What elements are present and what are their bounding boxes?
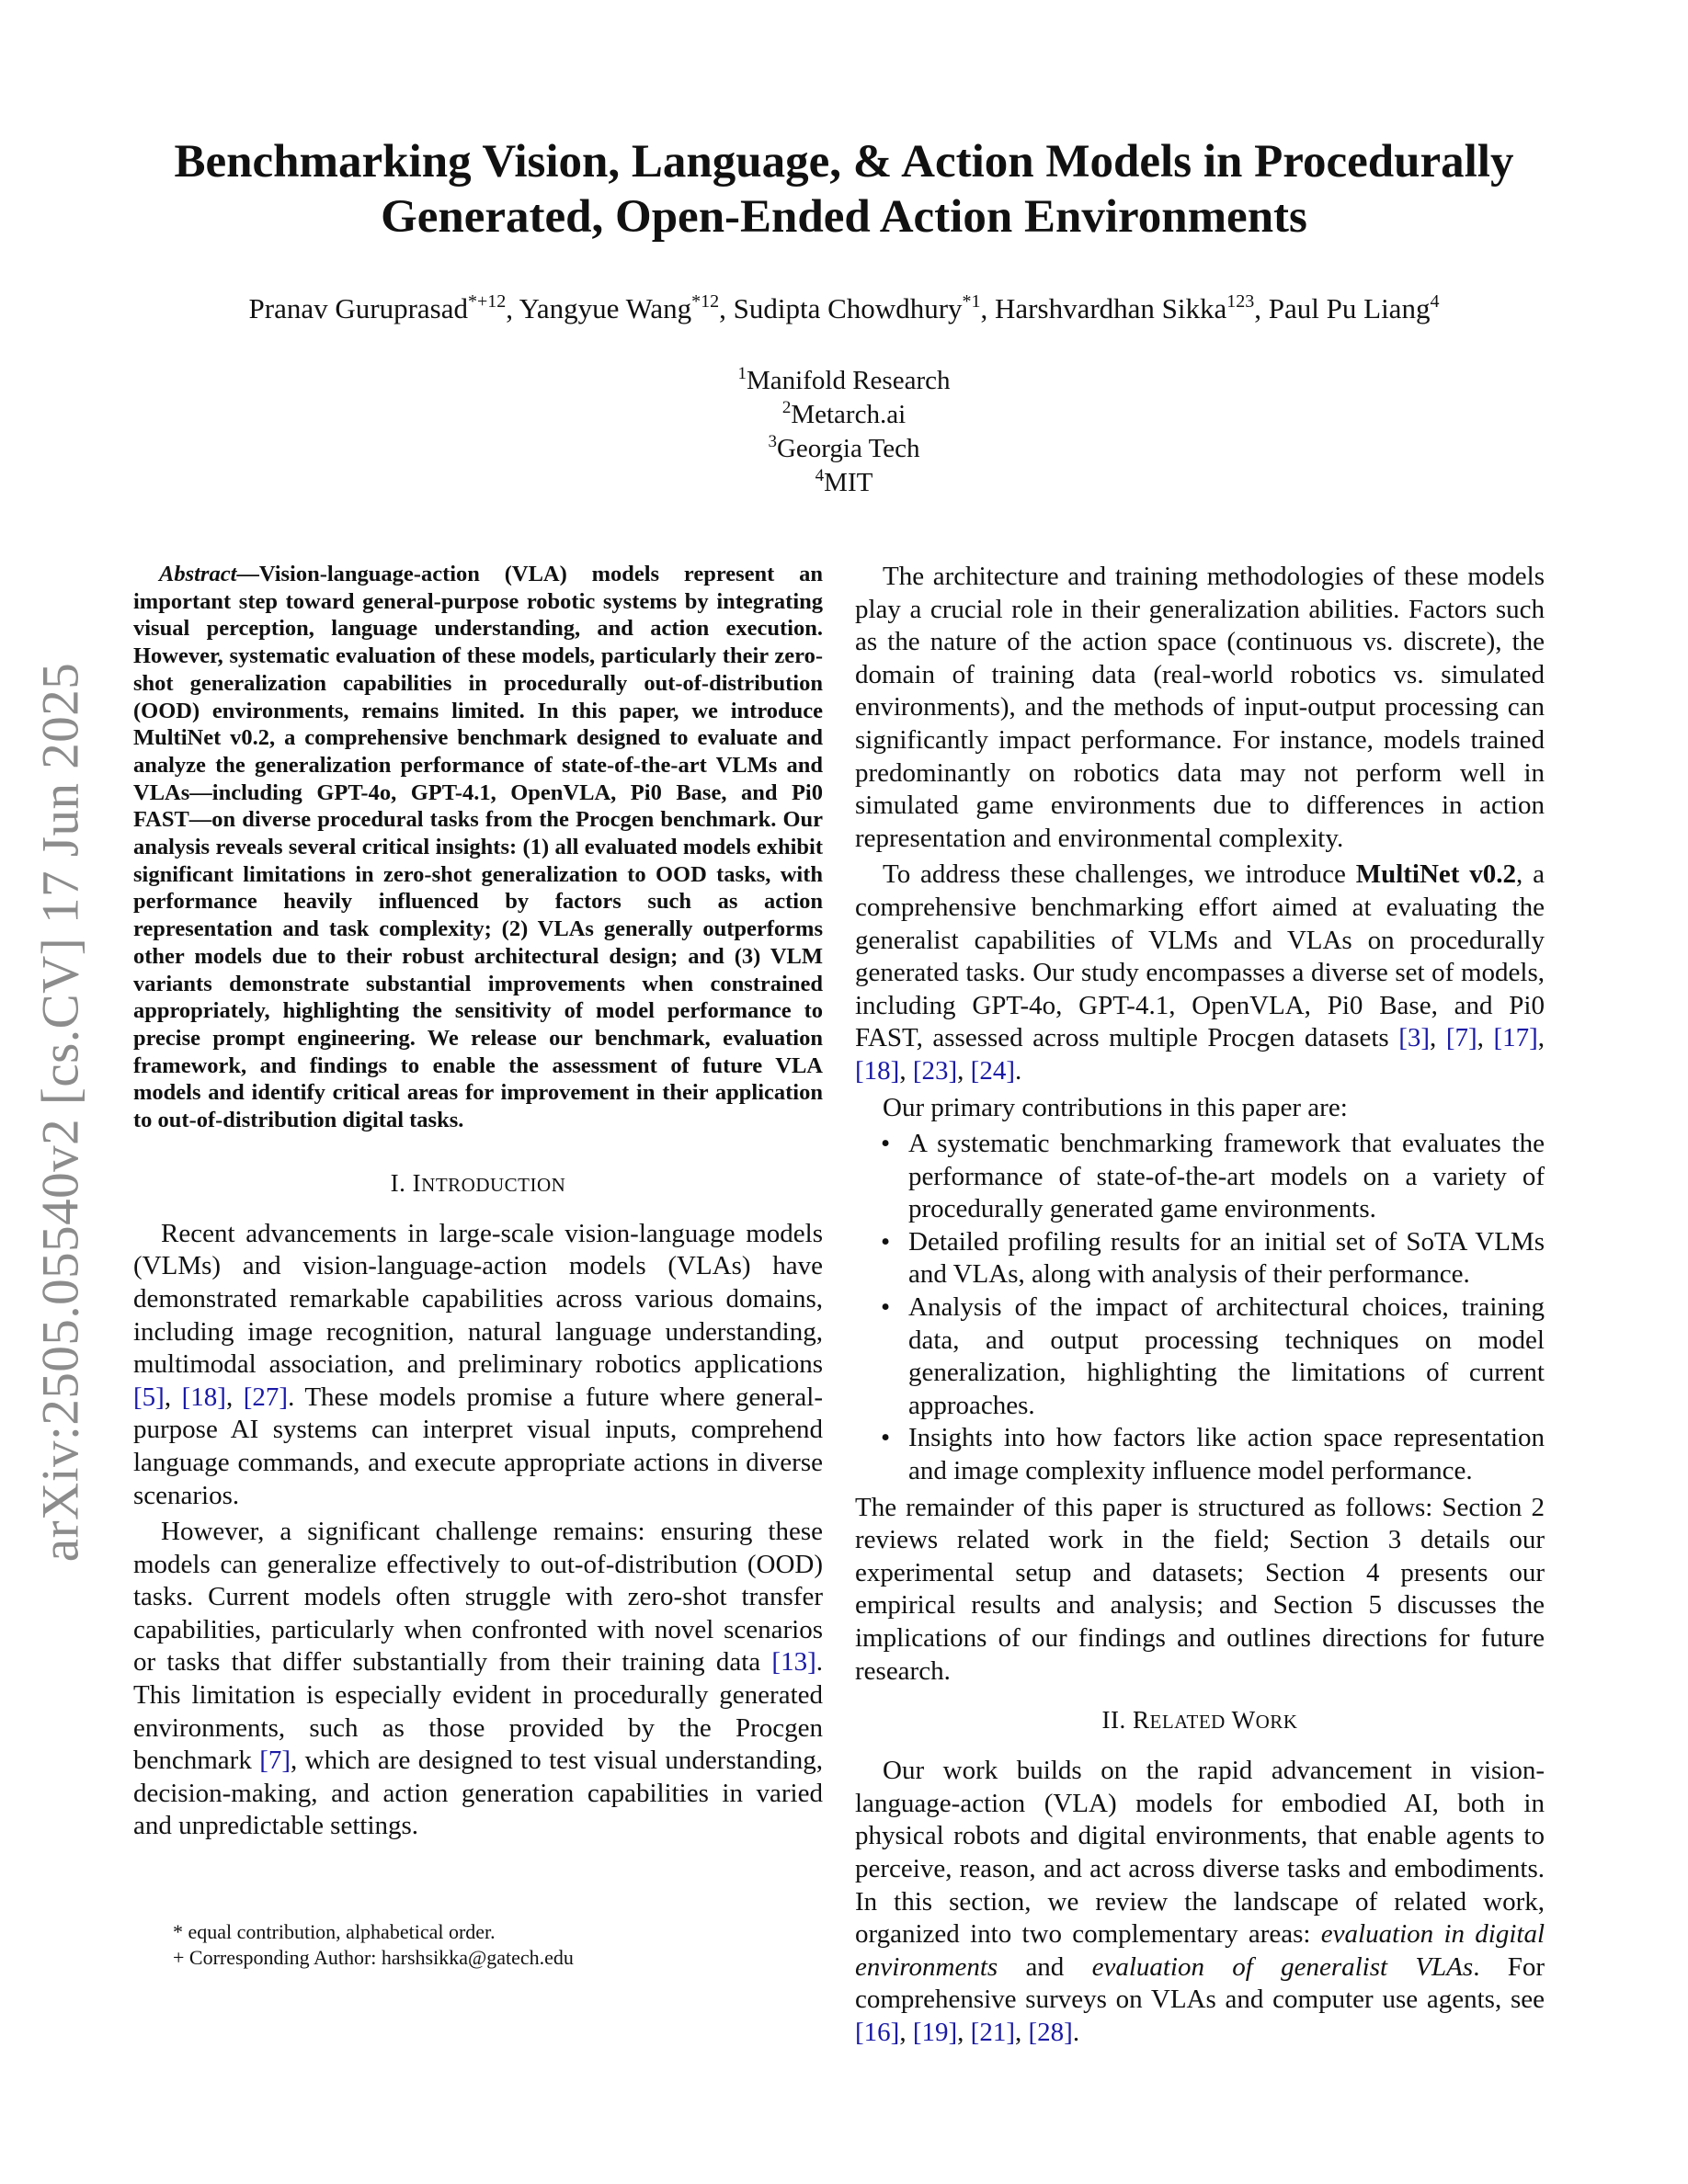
section-heading-related-work: II. RELATED WORK — [1101, 1706, 1298, 1735]
footnote: + Corresponding Author: harshsikka@gatech.edu — [173, 1946, 574, 1969]
citation-link[interactable]: [13] — [771, 1647, 816, 1678]
related-work-paragraph: Our work builds on the rapid advancement in vision-language-action (VLA) models for embodied AI, both in physical robots and digital environments, that enable agents to perceive, reason, and act across diverse tasks and embodiments. In this section, we review the landscape of related work, organized into two complementary areas: evaluation in digital environments and evaluation of generalist VLAs. For comprehensive surveys on VLAs and computer use agents, see [16], [19], [21], [28]. — [855, 1756, 1545, 2047]
author-list: Pranav Guruprasad$^{*+12}$, Yangyue Wang$^{*12}$, Sudipta Chowdhury$^{*1}$, Harshvardhan Sikka$^{123}$, Paul Pu Liang$^4$ — [248, 291, 1440, 324]
citation-link[interactable]: [27] — [243, 1382, 289, 1412]
paper-title: Benchmarking Vision, Language, & Action Models in Procedurally Generated, Open-Ended Action Environments — [174, 136, 1514, 243]
citation-link[interactable]: [28] — [1028, 2017, 1073, 2047]
left-column — [133, 561, 823, 1847]
author-name: Paul Pu Liang — [1268, 292, 1431, 324]
contributions-intro: Our primary contributions in this paper are: — [883, 1092, 1348, 1122]
citation-link[interactable]: [3] — [1398, 1023, 1431, 1053]
affiliation: $^3$Georgia Tech — [768, 432, 920, 463]
citation-link[interactable]: [18] — [181, 1382, 226, 1412]
intro-paragraph-3: The architecture and training methodologies of these models play a crucial role in their generalization abilities. Factors such as the nature of the action space (continuous vs. discrete), the domain of training data (real-world robotics vs. simulated environments), and the methods of input-output processing can significantly impact performance. For instance, models trained predominantly on robotics data may not perform well in simulated game environments due to differences in action representation and environmental complexity. — [855, 562, 1545, 853]
citation-link[interactable]: [23] — [912, 1055, 958, 1086]
citation-link[interactable]: [16] — [855, 2017, 900, 2047]
section-heading-introduction: I. INTRODUCTION — [390, 1168, 566, 1197]
list-item: • Detailed profiling results for an initial set of SoTA VLMs and VLAs, along with analysis of their performance. — [881, 1226, 1545, 1291]
list-item: • Analysis of the impact of architectural choices, training data, and output processing techniques on model generalization, highlighting the limitations of current approaches. — [881, 1291, 1545, 1422]
citation-link[interactable]: [5] — [133, 1382, 165, 1412]
author-name: Harshvardhan Sikka — [995, 292, 1227, 324]
affiliation-list — [0, 364, 1688, 500]
author-mark: 4 — [1430, 291, 1440, 312]
citation-link[interactable]: [24] — [970, 1055, 1015, 1086]
abstract — [133, 561, 823, 1134]
citation-link[interactable]: [7] — [259, 1746, 291, 1776]
abstract-text: —Vision-language-action (VLA) models represent an important step toward general-purpose robotic systems by integrating visual perception, language understanding, and action execution. However, systematic evaluation of these models, particularly their zero-shot generalization capabilities in procedurally out-of-distribution (OOD) environments, remains limited. In this paper, we introduce MultiNet v0.2, a comprehensive benchmark designed to evaluate and analyze the generalization performance of state-of-the-art VLMs and VLAs—including GPT-4o, GPT-4.1, OpenVLA, Pi0 Base, and Pi0 FAST—on diverse procedural tasks from the Procgen benchmark. Our analysis reveals several critical insights: (1) all evaluated models exhibit significant limitations in zero-shot generalization to OOD tasks, with performance heavily influenced by factors such as action representation and task complexity; (2) VLAs generally outperforms other models due to their robust architectural design; and (3) VLM variants demonstrate substantial improvements when constrained appropriately, highlighting the sensitivity of model performance to precise prompt engineering. We release our benchmark, evaluation framework, and findings to enable the assessment of future VLA models and identify critical areas for improvement in their application to out-of-distribution digital tasks. — [133, 562, 823, 1133]
affiliation: $^4$MIT — [815, 466, 873, 497]
intro-paragraph-1: Recent advancements in large-scale vision-language models (VLMs) and vision-language-action models (VLAs) have demonstrated remarkable capabilities across various domains, including image recognition, natural language understanding, multimodal association, and preliminary robotics applications [5], [18], [27]. These models promise a future where general-purpose AI systems can interpret visual inputs, comprehend language commands, and execute appropriate actions in diverse scenarios. — [133, 1218, 823, 1510]
citation-link[interactable]: [7] — [1445, 1023, 1477, 1053]
author-mark: 123 — [1226, 291, 1255, 312]
footnotes — [173, 1919, 574, 1971]
author-name: Sudipta Chowdhury — [733, 292, 963, 324]
citation-link[interactable]: [21] — [970, 2017, 1015, 2047]
affiliation: $^1$Manifold Research — [737, 364, 951, 395]
list-item: • A systematic benchmarking framework that evaluates the performance of state-of-the-art models on a variety of procedurally generated game environments. — [881, 1128, 1545, 1226]
author-name: Yangyue Wang — [519, 292, 692, 324]
author-mark: *+12 — [467, 291, 507, 312]
list-item: • Insights into how factors like action space representation and image complexity influence model performance. — [881, 1422, 1545, 1487]
contributions-list — [855, 1128, 1545, 1488]
citation-link[interactable]: [17] — [1493, 1023, 1538, 1053]
benchmark-name: MultiNet v0.2 — [1355, 859, 1517, 890]
paper-structure-paragraph: The remainder of this paper is structured as follows: Section 2 reviews related work in the field; Section 3 details our experimental setup and datasets; Section 4 presents our empirical results and analysis; and Section 5 discusses the implications of our findings and outlines directions for future research. — [855, 1492, 1545, 1686]
author-name: Pranav Guruprasad — [248, 292, 468, 324]
intro-paragraph-2: However, a significant challenge remains: ensuring these models can generalize effectively to out-of-distribution (OOD) tasks. Current models often struggle with zero-shot transfer capabilities, particularly when confronted with novel scenarios or tasks that differ substantially from their training data [13]. This limitation is especially evident in procedurally generated environments, such as those provided by the Procgen benchmark [7], which are designed to test visual understanding, decision-making, and action generation capabilities in varied and unpredictable settings. — [133, 1517, 823, 1841]
arxiv-identifier: arXiv:2505.05540v2 [cs.CV] 17 Jun 2025 — [31, 662, 90, 1563]
author-mark: *12 — [691, 291, 720, 312]
author-mark: *1 — [962, 291, 981, 312]
citation-link[interactable]: [19] — [912, 2017, 958, 2047]
affiliation: $^2$Metarch.ai — [781, 398, 907, 429]
footnote: * equal contribution, alphabetical order. — [173, 1920, 496, 1943]
abstract-lead: Abstract — [159, 562, 237, 586]
right-column — [855, 561, 1545, 2053]
intro-paragraph-4: To address these challenges, we introduce MultiNet v0.2, a comprehensive benchmarking effort aimed at evaluating the generalist capabilities of VLMs and VLAs on procedurally generated tasks. Our study encompasses a diverse set of models, including GPT-4o, GPT-4.1, OpenVLA, Pi0 Base, and Pi0 FAST, assessed across multiple Procgen datasets [3], [7], [17], [18], [23], [24]. — [855, 859, 1545, 1086]
citation-link[interactable]: [18] — [855, 1055, 900, 1086]
